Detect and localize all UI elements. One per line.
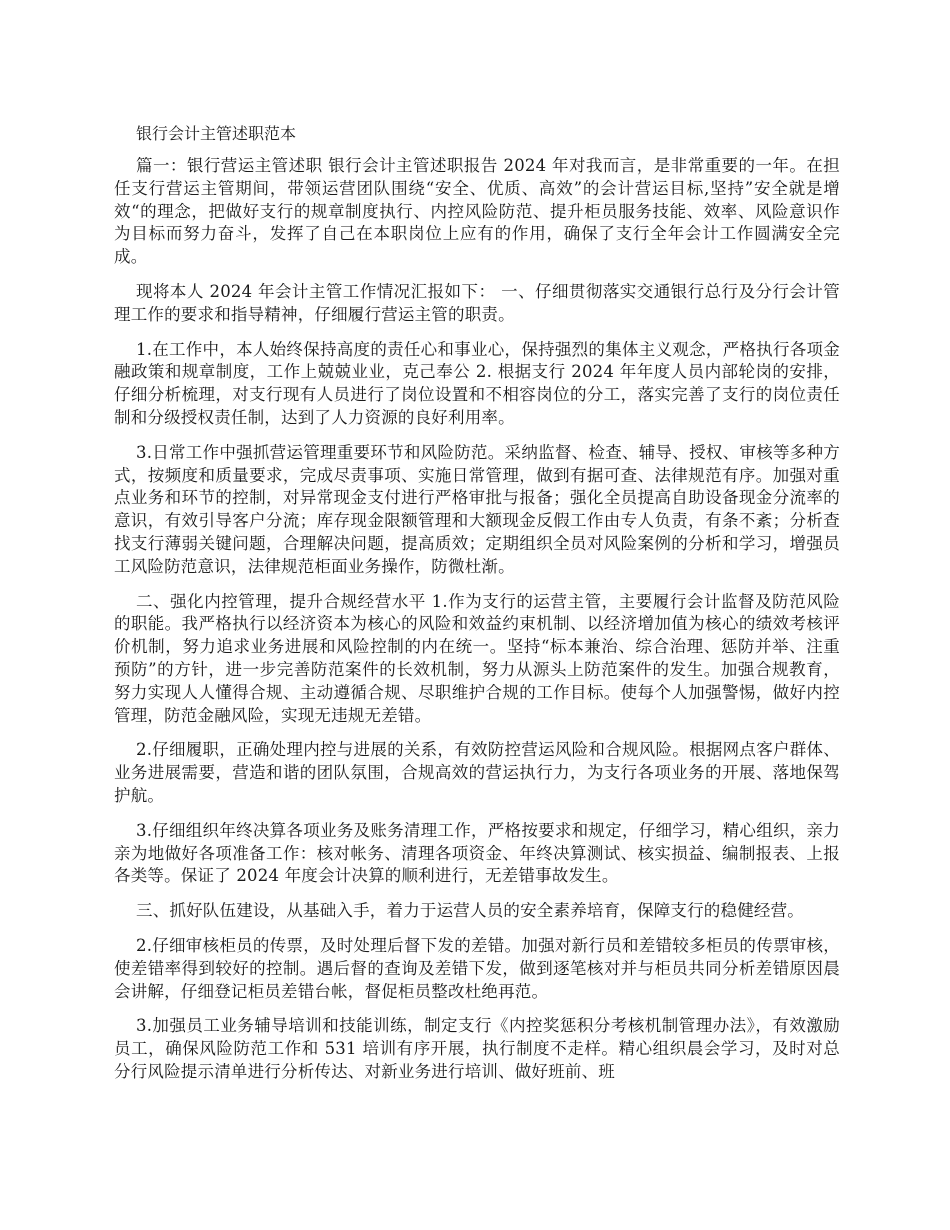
paragraph-3: 1.在工作中，本人始终保持高度的责任心和事业心，保持强烈的集体主义观念，严格执行各项金融政策和规章制度，工作上兢兢业业，克己奉公 2. 根据支行 2024 年年度人员内部轮岗的安排，仔细分析梳理，对支行现有人员进行了岗位设置和不相容岗位的分工，落实完善了支行的岗位责任制和分级授权责任制，达到了人力资源的良好利用率。 bbox=[114, 339, 840, 427]
paragraph-2: 现将本人 2024 年会计主管工作情况汇报如下： 一、仔细贯彻落实交通银行总行及分行会计管理工作的要求和指导精神，仔细履行营运主管的职责。 bbox=[114, 281, 840, 324]
paragraph-7: 3.仔细组织年终决算各项业务及账务清理工作，严格按要求和规定，仔细学习，精心组织，亲力亲为地做好各项准备工作：核对帐务、清理各项资金、年终决算测试、核实损益、编制报表、上报各类等。保证了 2024 年度会计决算的顺利进行，无差错事故发生。 bbox=[114, 820, 840, 886]
paragraph-8: 三、抓好队伍建设，从基础入手，着力于运营人员的安全素养培育，保障支行的稳健经营。 bbox=[136, 901, 804, 921]
paragraph-5: 二、强化内控管理，提升合规经营水平 1.作为支行的运营主管，主要履行会计监督及防范风险的职能。我严格执行以经济资本为核心的风险和效益约束机制、以经济增加值为核心的绩效考核评价机制，努力追求业务进展和风险控制的内在统一。坚持“标本兼治、综合治理、惩防并举、注重预防”的方针，进一步完善防范案件的长效机制，努力从源头上防范案件的发生。加强合规教育，努力实现人人懂得合规、主动遵循合规、尽职维护合规的工作目标。使每个人加强警惕，做好内控管理，防范金融风险，实现无违规无差错。 bbox=[114, 591, 840, 725]
paragraph-9: 2.仔细审核柜员的传票，及时处理后督下发的差错。加强对新行员和差错较多柜员的传票审核，使差错率得到较好的控制。遇后督的查询及差错下发，做到逐笔核对并与柜员共同分析差错原因晨会讲解，仔细登记柜员差错台帐，督促柜员整改杜绝再范。 bbox=[114, 935, 840, 1001]
paragraph-10: 3.加强员工业务辅导培训和技能训练，制定支行《内控奖惩积分考核机制管理办法》，有效激励员工，确保风险防范工作和 531 培训有序开展，执行制度不走样。精心组织晨会学习，及时对总分行风险提示清单进行分析传达、对新业务进行培训、做好班前、班 bbox=[114, 1016, 840, 1081]
document-title: 银行会计主管述职范本 bbox=[136, 124, 297, 143]
paragraph-6: 2.仔细履职，正确处理内控与进展的关系，有效防控营运风险和合规风险。根据网点客户群体、业务进展需要，营造和谐的团队氛围，合规高效的营运执行力，为支行各项业务的开展、落地保驾护航。 bbox=[114, 740, 840, 805]
document-page bbox=[114, 122, 840, 1096]
paragraph-4: 3.日常工作中强抓营运管理重要环节和风险防范。采纳监督、检查、辅导、授权、审核等多种方式，按频度和质量要求，完成尽责事项、实施日常管理，做到有据可查、法律规范有序。加强对重点业务和环节的控制，对异常现金支付进行严格审批与报备；强化全员提高自助设备现金分流率的意识，有效引导客户分流；库存现金限额管理和大额现金反假工作由专人负责，有条不紊；分析查找支行薄弱关键问题，合理解决问题，提高质效；定期组织全员对风险案例的分析和学习，增强员工风险防范意识，法律规范柜面业务操作，防微杜渐。 bbox=[114, 442, 840, 576]
paragraph-1: 篇一：银行营运主管述职 银行会计主管述职报告 2024 年对我而言，是非常重要的一年。在担任支行营运主管期间，带领运营团队围绕“安全、优质、高效”的会计营运目标,坚持”安全就是增效“的理念，把做好支行的规章制度执行、内控风险防范、提升柜员服务技能、效率、风险意识作为目标而努力奋斗，发挥了自己在本职岗位上应有的作用，确保了支行全年会计工作圆满安全完成。 bbox=[114, 156, 840, 267]
